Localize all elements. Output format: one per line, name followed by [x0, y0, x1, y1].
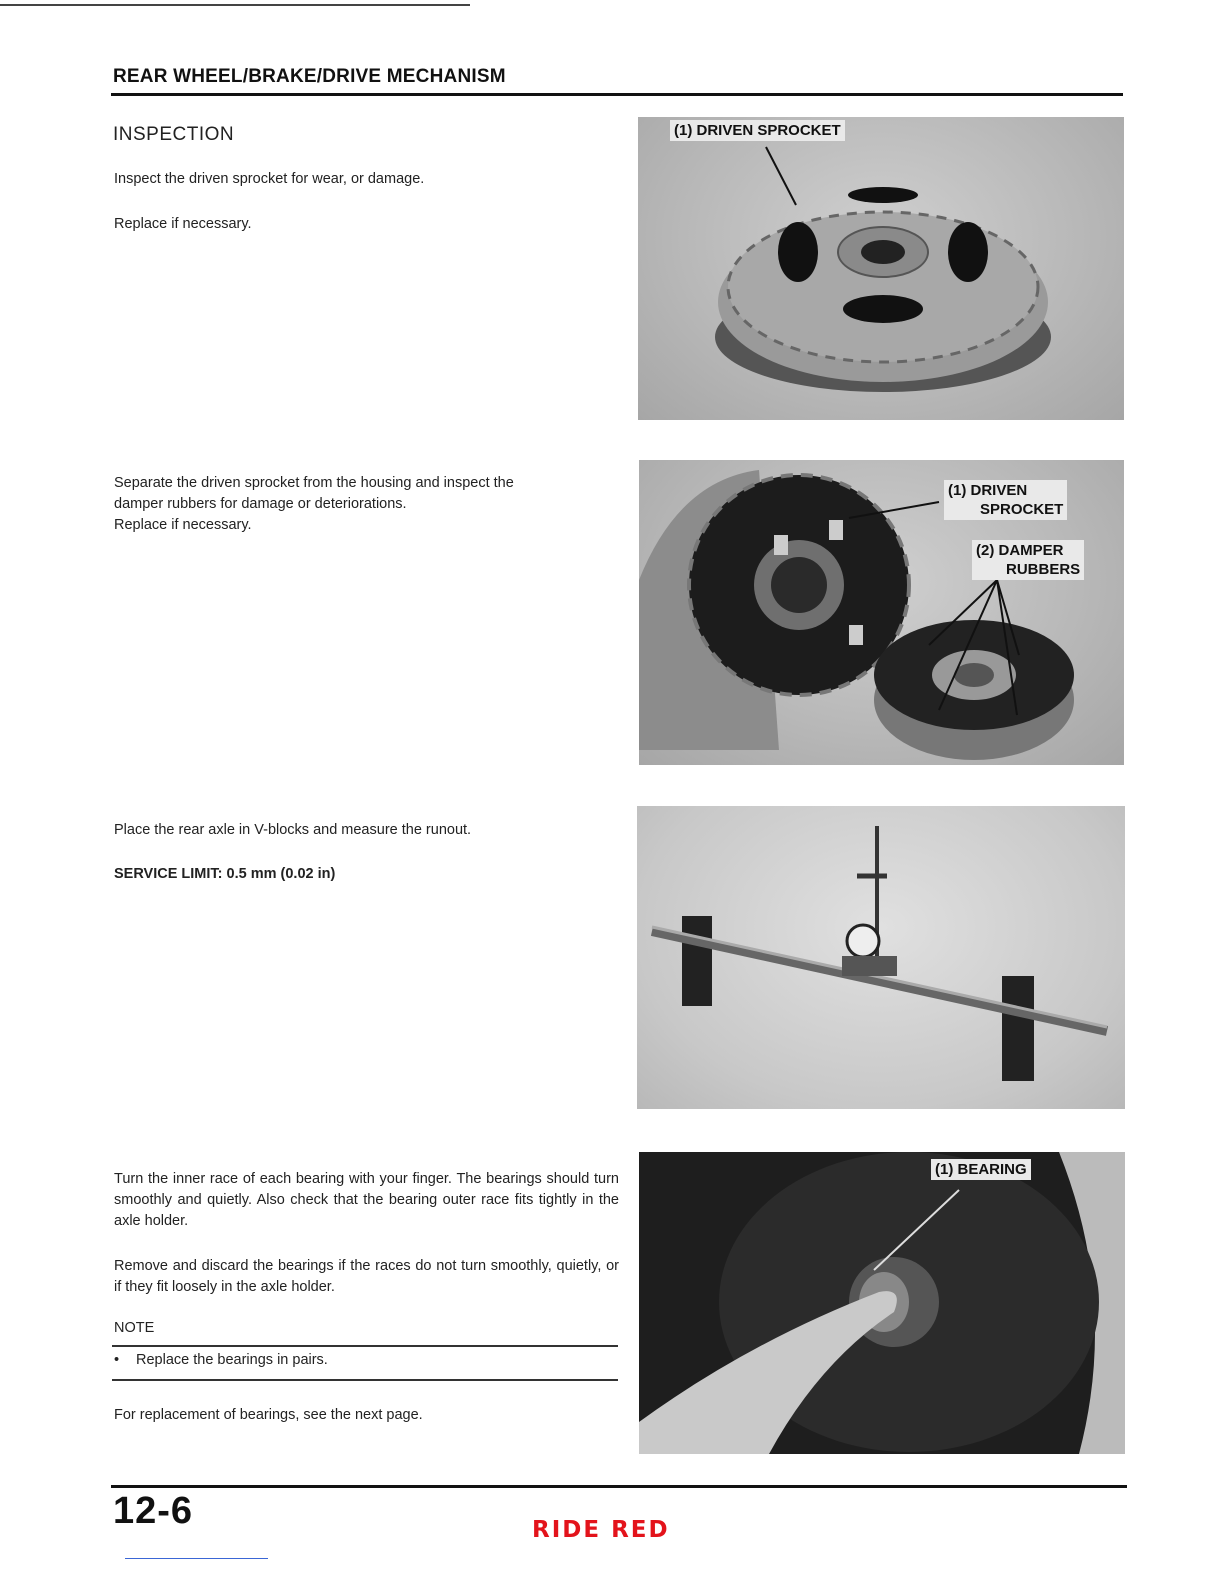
damper-rubbers-callout — [972, 540, 1084, 580]
axle-runout-text: Place the rear axle in V-blocks and measure the runout. — [114, 822, 472, 838]
bottom-link-underline — [125, 1558, 268, 1559]
callout-damper-line2: RUBBERS — [1006, 561, 1081, 578]
bearing-photo — [639, 1152, 1125, 1454]
remove-bearings-text: Remove and discard the bearings if the races do not turn smoothly, quietly, or if they fit loosely in the axle holder. — [114, 1258, 619, 1295]
footer-rule — [111, 1485, 1127, 1488]
damper-line-3: Replace if necessary. — [114, 517, 252, 533]
page-number: 12-6 — [113, 1490, 194, 1532]
top-edge-rule — [0, 4, 470, 6]
axle-runout-photo — [637, 806, 1125, 1109]
note-label: NOTE — [114, 1320, 155, 1336]
damper-line-1: Separate the driven sprocket from the housing and inspect the — [114, 475, 514, 491]
separate-sprocket-text — [114, 473, 619, 536]
page-header-title: REAR WHEEL/BRAKE/DRIVE MECHANISM — [113, 66, 506, 87]
ride-red-watermark: RIDE RED — [532, 1517, 670, 1543]
driven-sprocket-photo — [638, 117, 1124, 420]
axle-illustration — [637, 806, 1125, 1109]
turn-inner-race-text: Turn the inner race of each bearing with your finger. The bearings should turn smoothly and quietly. Also check that the bearing outer race fits tightly in the axle holder. — [114, 1171, 619, 1229]
service-limit-text: SERVICE LIMIT: 0.5 mm (0.02 in) — [114, 866, 336, 882]
driven-sprocket-callout: (1) DRIVEN SPROCKET — [670, 120, 845, 141]
driven-sprocket-callout-2 — [944, 480, 1067, 520]
note-item-text: Replace the bearings in pairs. — [136, 1352, 328, 1368]
note-bullet: • — [114, 1352, 120, 1368]
bearing-callout: (1) BEARING — [931, 1159, 1031, 1180]
callout-driven-line2: SPROCKET — [980, 501, 1064, 518]
sprocket-illustration — [638, 117, 1124, 420]
bearing-illustration — [639, 1152, 1125, 1454]
section-heading-inspection: INSPECTION — [113, 124, 235, 145]
note-item — [114, 1352, 328, 1368]
header-rule — [111, 93, 1123, 96]
damper-line-2: damper rubbers for damage or deteriorations. — [114, 496, 407, 512]
callout-driven-line1: (1) DRIVEN — [948, 482, 1028, 499]
replace-if-necessary-text: Replace if necessary. — [114, 216, 252, 232]
note-rule-bottom — [112, 1379, 618, 1381]
callout-damper-line1: (2) DAMPER — [976, 542, 1064, 559]
damper-rubbers-photo — [639, 460, 1124, 765]
replacement-reference-text: For replacement of bearings, see the next page. — [114, 1407, 423, 1423]
note-rule-top — [112, 1345, 618, 1347]
inspect-sprocket-text: Inspect the driven sprocket for wear, or damage. — [114, 171, 425, 187]
